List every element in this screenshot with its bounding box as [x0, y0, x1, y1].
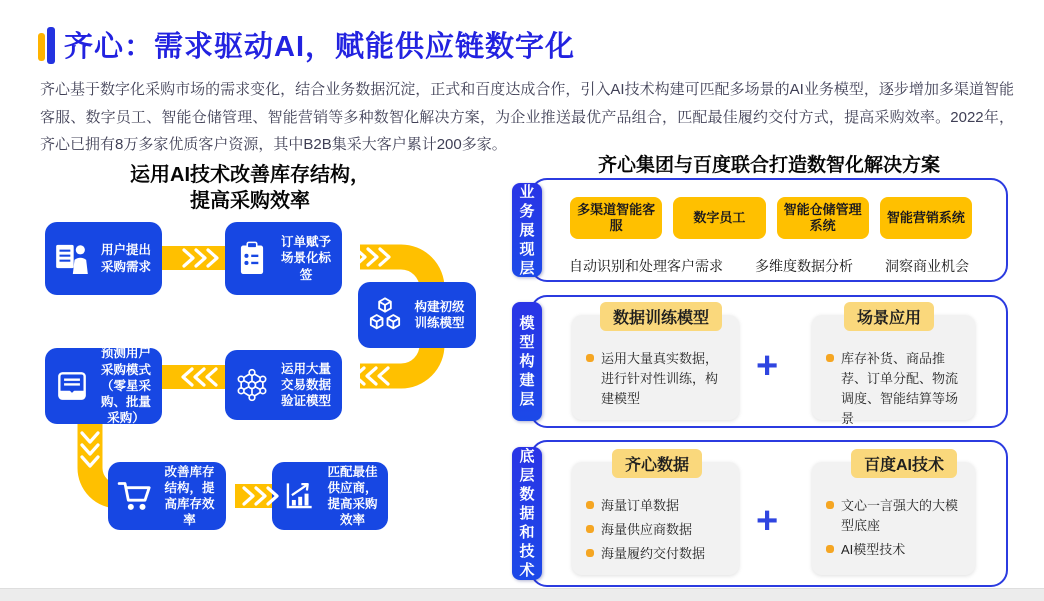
- badge-scenario: 场景应用: [844, 302, 934, 331]
- title-accent-yellow-bar: [38, 33, 45, 61]
- plus-sign: +: [756, 500, 779, 542]
- flow-step-validate-model: [225, 350, 342, 420]
- bullet-text: 库存补货、商品推荐、订单分配、物流调度、智能结算等场景: [841, 351, 959, 427]
- card-baidu-ai: [812, 462, 975, 575]
- arrow-down-icon: [79, 429, 101, 469]
- clipboard-icon: [232, 239, 272, 279]
- flow-step-build-model: [358, 282, 476, 348]
- arrow-right-icon: [352, 246, 392, 268]
- bullet-text: 海量订单数据: [601, 498, 680, 513]
- layer-base-data-tech: [530, 440, 1008, 587]
- cart-icon: [115, 476, 155, 516]
- flow-step-improve-inventory: [108, 462, 226, 530]
- flow-step-label: 订单赋予场景化标签: [280, 235, 331, 282]
- bullet-dot-icon: [826, 354, 834, 362]
- flow-step-label: 用户提出采购需求: [100, 243, 151, 274]
- bullet-dot-icon: [586, 525, 594, 533]
- arrow-left-icon: [180, 366, 220, 388]
- flow-step-predict-mode: [45, 348, 162, 424]
- bullet-item: [826, 496, 963, 536]
- system-box-warehouse: 智能仓储管理系统: [777, 197, 869, 239]
- feature-item: 自动识别和处理客户需求: [569, 258, 723, 274]
- bullet-item: [586, 496, 727, 516]
- layer-model-building: [530, 295, 1008, 428]
- flow-step-order-tagging: [225, 222, 342, 295]
- badge-baidu-ai: 百度AI技术: [851, 449, 957, 478]
- flow-step-label: 改善库存结构，提高库存效率: [164, 464, 215, 528]
- flow-step-label: 预测用户采购模式（零星采购、批量采购）: [100, 346, 151, 426]
- flow-title: [65, 162, 435, 214]
- layer-business-presentation: [530, 178, 1008, 282]
- arrow-right-icon: [180, 247, 220, 269]
- bullet-item: [586, 349, 727, 409]
- intro-paragraph: 齐心基于数字化采购市场的需求变化，结合业务数据沉淀，正式和百度达成合作，引入AI技术构建可匹配多场景的AI业务模型，逐步增加多渠道智能客服、数字员工、智能仓储管理、智能营销等多种数智化解决方案，为企业推送最优产品组合，匹配最佳履约交付方式，提高采购效率。2022年，齐心已拥有8万多家优质客户资源，其中B2B集采大客户累计200多家。: [40, 81, 1014, 153]
- bullet-item: [586, 520, 727, 540]
- bullet-text: AI模型技术: [841, 542, 906, 558]
- badge-qixin-data: 齐心数据: [612, 449, 702, 478]
- flow-step-match-supplier: [272, 462, 388, 530]
- user-document-icon: [52, 239, 92, 279]
- page-title: 齐心：需求驱动AI，赋能供应链数字化: [64, 31, 576, 63]
- layer-tab-model: [512, 302, 542, 421]
- system-box-row: [570, 197, 972, 239]
- flow-step-label: 运用大量交易数据验证模型: [280, 361, 331, 409]
- window-bottom-strip: [0, 588, 1044, 601]
- layer-tab-business: [512, 183, 542, 277]
- system-box-customer-service: 多渠道智能客服: [570, 197, 662, 239]
- ai-flow-diagram: [30, 160, 500, 580]
- layer-tab-base-data: [512, 447, 542, 580]
- flow-title-line1: 运用AI技术改善库存结构，: [130, 164, 370, 186]
- card-qixin-data: [572, 462, 739, 575]
- bullet-dot-icon: [826, 545, 834, 553]
- feature-item: 洞察商业机会: [885, 258, 969, 274]
- bullet-text: 文心一言强大的大模型底座: [841, 498, 959, 534]
- bullet-dot-icon: [586, 354, 594, 362]
- bullet-dot-icon: [826, 501, 834, 509]
- layer-tab-label: 模型构建层: [519, 315, 535, 408]
- feature-item: 多维度数据分析: [755, 258, 853, 274]
- flow-step-label: 匹配最佳供应商，提高采购效率: [327, 464, 378, 528]
- network-icon: [232, 365, 272, 405]
- flow-step-label: 构建初级训练模型: [414, 299, 465, 330]
- flow-step-user-demand: [45, 222, 162, 295]
- bullet-dot-icon: [586, 549, 594, 557]
- badge-data-training: 数据训练模型: [600, 302, 722, 331]
- cubes-icon: [365, 295, 405, 335]
- solution-title: 齐心集团与百度联合打造数智化解决方案: [597, 155, 940, 176]
- bullet-text: 海量供应商数据: [601, 522, 693, 538]
- arrow-left-icon: [352, 365, 392, 387]
- bullet-text: 海量履约交付数据: [601, 546, 706, 562]
- bullet-text: 运用大量真实数据，进行针对性训练，构建模型: [601, 351, 719, 407]
- layer-tab-label: 业务展现层: [519, 183, 535, 277]
- message-icon: [52, 366, 92, 406]
- title-accent-blue-bar: [47, 27, 55, 64]
- bullet-dot-icon: [586, 501, 594, 509]
- system-box-marketing: 智能营销系统: [880, 197, 972, 239]
- chart-icon: [279, 476, 319, 516]
- plus-sign: +: [756, 345, 779, 387]
- feature-row: [532, 256, 1006, 276]
- flow-title-line2: 提高采购效率: [190, 190, 310, 212]
- bullet-item: [586, 544, 727, 564]
- layer-tab-label: 底层数据和技术: [519, 448, 535, 579]
- bullet-item: [826, 349, 963, 430]
- system-box-digital-employee: 数字员工: [673, 197, 765, 239]
- bullet-item: [826, 540, 963, 560]
- arrow-right-icon: [240, 485, 280, 507]
